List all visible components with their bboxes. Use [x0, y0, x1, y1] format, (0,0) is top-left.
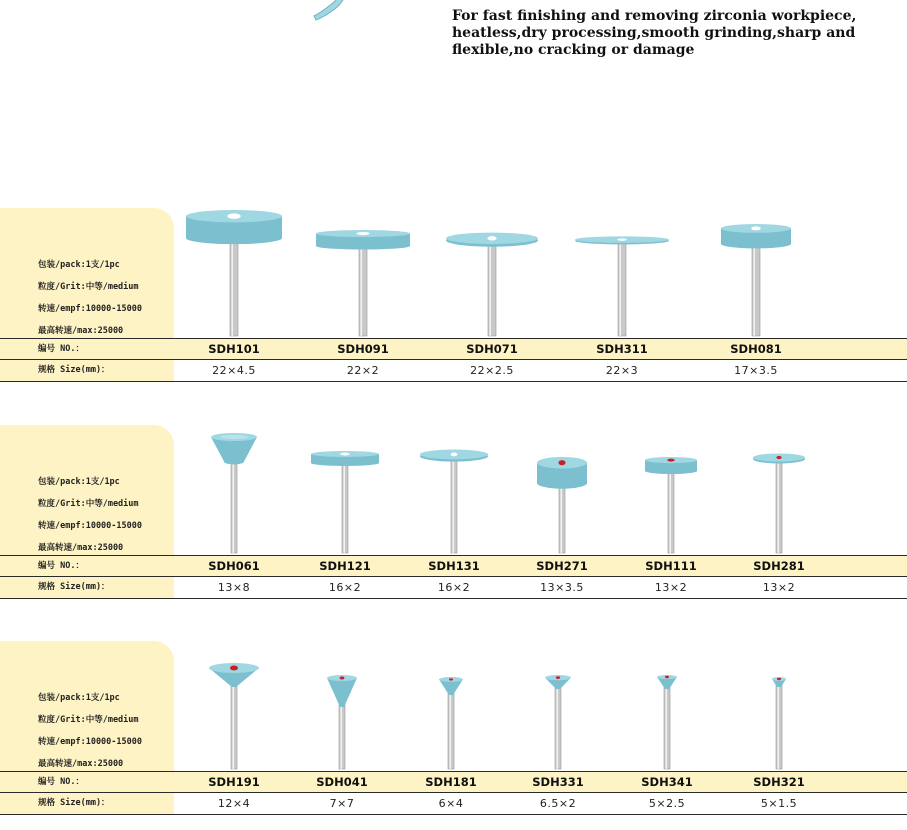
- code-row: [0, 338, 907, 360]
- product-size: 22×2.5: [470, 364, 514, 377]
- spec-max-speed: 最高转速/max:25000: [38, 326, 124, 336]
- product-code: SDH131: [428, 559, 480, 573]
- product-code: SDH121: [319, 559, 371, 573]
- product-size: 17×3.5: [734, 364, 778, 377]
- spec-speed: 转速/empf:10000-15000: [38, 737, 142, 747]
- product-size: 22×4.5: [212, 364, 256, 377]
- sdh111-tool-image: [645, 457, 697, 553]
- sdh091-tool-image: [316, 230, 410, 336]
- size-row: [0, 577, 907, 599]
- product-code: SDH081: [730, 342, 782, 356]
- product-size: 5×2.5: [648, 797, 686, 810]
- code-label: 编号 NO.：: [38, 561, 84, 571]
- product-group-3: [0, 641, 907, 823]
- sdh311-tool-image: [575, 236, 669, 336]
- sdh041-tool-image: [327, 675, 357, 769]
- product-size: 13×2: [654, 581, 688, 594]
- product-size: 13×8: [217, 581, 251, 594]
- product-group-2: [0, 425, 907, 607]
- product-code: SDH281: [753, 559, 805, 573]
- product-code: SDH271: [536, 559, 588, 573]
- product-size: 13×2: [762, 581, 796, 594]
- sdh271-tool-image: [537, 457, 587, 553]
- spec-grit: 粒度/Grit:中等/medium: [38, 499, 139, 509]
- spec-speed: 转速/empf:10000-15000: [38, 521, 142, 531]
- product-size: 22×3: [605, 364, 639, 377]
- product-code: SDH111: [645, 559, 697, 573]
- sdh121-tool-image: [311, 451, 379, 553]
- sdh061-tool-image: [211, 433, 257, 553]
- product-size: 6.5×2: [539, 797, 577, 810]
- product-size: 16×2: [328, 581, 362, 594]
- product-code: SDH181: [425, 775, 477, 789]
- product-code: SDH101: [208, 342, 260, 356]
- intro-text: For fast finishing and removing zirconia workpiece, heatless,dry processing,smooth grinding,sharp and flexible,no cracking or damage: [452, 8, 857, 58]
- spec-grit: 粒度/Grit:中等/medium: [38, 282, 139, 292]
- product-size: 13×3.5: [540, 581, 584, 594]
- size-row: [0, 793, 907, 815]
- tool-images: [0, 641, 907, 771]
- product-code: SDH191: [208, 775, 260, 789]
- sdh341-tool-image: [657, 675, 677, 769]
- code-label: 编号 NO.：: [38, 777, 84, 787]
- sdh101-tool-image: [186, 210, 282, 336]
- product-code: SDH091: [337, 342, 389, 356]
- size-row: [0, 360, 907, 382]
- product-code: SDH071: [466, 342, 518, 356]
- product-size: 6×4: [438, 797, 464, 810]
- spec-max-speed: 最高转速/max:25000: [38, 543, 124, 553]
- code-label: 编号 NO.：: [38, 344, 84, 354]
- code-row: [0, 555, 907, 577]
- product-code: SDH041: [316, 775, 368, 789]
- spec-grit: 粒度/Grit:中等/medium: [38, 715, 139, 725]
- product-code: SDH311: [596, 342, 648, 356]
- product-code: SDH321: [753, 775, 805, 789]
- product-size: 22×2: [346, 364, 380, 377]
- code-row: [0, 771, 907, 793]
- sdh191-tool-image: [209, 663, 259, 769]
- spec-pack: 包装/pack:1支/1pc: [38, 477, 120, 487]
- sdh321-tool-image: [772, 677, 786, 769]
- product-size: 16×2: [437, 581, 471, 594]
- product-code: SDH341: [641, 775, 693, 789]
- product-group-1: [0, 208, 907, 390]
- product-code: SDH061: [208, 559, 260, 573]
- sdh181-tool-image: [439, 677, 463, 769]
- size-label: 规格 Size(mm)：: [38, 365, 110, 375]
- tool-images: [0, 425, 907, 555]
- partial-tool-image: [312, 0, 352, 22]
- product-size: 12×4: [217, 797, 251, 810]
- spec-speed: 转速/empf:10000-15000: [38, 304, 142, 314]
- product-code: SDH331: [532, 775, 584, 789]
- spec-max-speed: 最高转速/max:25000: [38, 759, 124, 769]
- sdh131-tool-image: [420, 450, 488, 553]
- sdh281-tool-image: [753, 453, 805, 553]
- sdh071-tool-image: [446, 233, 538, 336]
- size-label: 规格 Size(mm)：: [38, 798, 110, 808]
- size-label: 规格 Size(mm)：: [38, 582, 110, 592]
- product-size: 5×1.5: [760, 797, 798, 810]
- sdh081-tool-image: [721, 224, 791, 336]
- spec-pack: 包装/pack:1支/1pc: [38, 693, 120, 703]
- sdh331-tool-image: [545, 675, 571, 769]
- product-size: 7×7: [329, 797, 355, 810]
- spec-pack: 包装/pack:1支/1pc: [38, 260, 120, 270]
- tool-images: [0, 208, 907, 338]
